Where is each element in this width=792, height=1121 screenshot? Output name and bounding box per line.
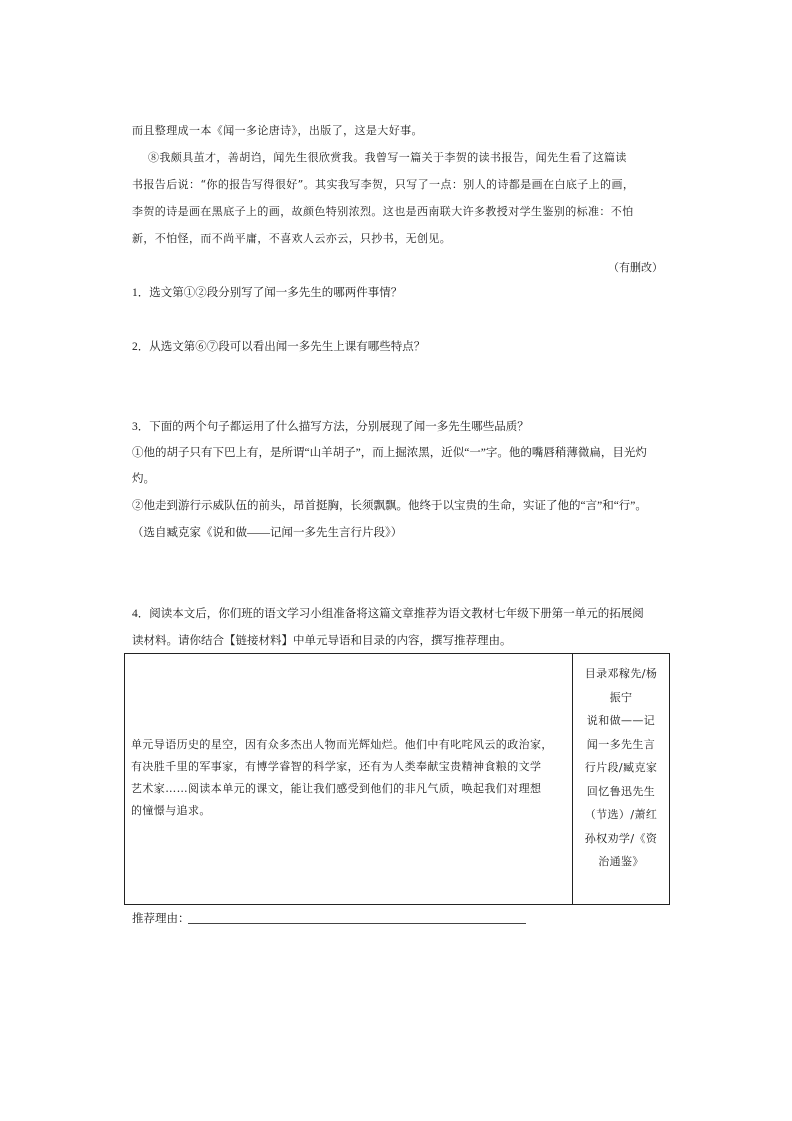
question-3-sentence-2: ②他走到游行示威队伍的前头，昂首挺胸，长须飘飘。他终于以宝贵的生命，实证了他的“言”和“行”。 <box>132 500 647 512</box>
unit-intro-line: 有决胜千里的军事家，有博学睿智的科学家，还有为人类奉献宝贵精神食粮的文学 <box>131 760 542 773</box>
question-3-sentence-1-cont: 灼。 <box>132 473 155 485</box>
question-1: 1．选文第①②段分别写了闻一多先生的哪两件事情？ <box>132 287 403 299</box>
link-material-table <box>124 653 670 905</box>
question-3-sentence-1: ①他的胡子只有下巴上有，是所谓“山羊胡子”，而上掘浓黑，近似“一”字。他的嘴唇稍薄微扁，目光灼 <box>132 447 647 459</box>
passage-line: 书报告后说：“你的报告写得很好”。其实我写李贺，只写了一点：别人的诗都是画在白底子上的画， <box>132 178 635 191</box>
unit-intro-line: 的憧憬与追求。 <box>131 804 211 817</box>
question-4-cont: 读材料。请你结合【链接材料】中单元导语和目录的内容，撰写推荐理由。 <box>132 635 512 647</box>
passage-line: 新，不怕怪，而不尚平庸，不喜欢人云亦云，只抄书，无创见。 <box>132 232 452 245</box>
table-divider <box>572 654 573 904</box>
toc-line: （节选）/萧红 <box>584 808 658 821</box>
toc-line: 回忆鲁迅先生 <box>586 784 656 798</box>
question-4: 4．阅读本文后，你们班的语文学习小组准备将这篇文章推荐为语文教材七年级下册第一单元的拓展阅 <box>132 608 644 620</box>
toc-line: 说和做——记 <box>586 714 656 727</box>
passage-line: ⑧我颇具茧才，善胡诌，闻先生很欣赏我。我曾写一篇关于李贺的读书报告，闻先生看了这篇读 <box>148 151 627 164</box>
toc-line: 行片段/臧克家 <box>584 761 658 774</box>
question-3-source: （选自臧克家《说和做——记闻一多先生言行片段》） <box>132 527 403 539</box>
toc-line: 治通鉴》 <box>598 855 644 868</box>
table-of-contents <box>579 662 663 874</box>
question-2: 2．从选文第⑥⑦段可以看出闻一多先生上课有哪些特点？ <box>132 341 426 353</box>
toc-line: 闻一多先生言 <box>586 737 656 751</box>
answer-label: 推荐理由： <box>132 913 190 925</box>
revision-note: （有删改） <box>608 261 663 274</box>
unit-intro-line: 艺术家……阅读本单元的课文，能让我们感受到他们的非凡气质，唤起我们对理想 <box>131 782 542 795</box>
unit-intro-line: 单元导语历史的星空，因有众多杰出人物而光辉灿烂。他们中有叱咤风云的政治家， <box>131 738 553 751</box>
passage-line: 李贺的诗是画在黑底子上的画，故颜色特别浓烈。这也是西南联大许多教授对学生鉴别的标准：不怕 <box>132 205 634 218</box>
answer-blank-line[interactable] <box>188 922 526 924</box>
passage-line: 而且整理成一本《闻一多论唐诗》，出版了，这是大好事。 <box>132 124 423 137</box>
question-3: 3．下面的两个句子都运用了什么描写方法，分别展现了闻一多先生哪些品质？ <box>132 421 529 433</box>
toc-line: 振宁 <box>609 690 633 704</box>
unit-introduction <box>131 734 563 822</box>
toc-line: 孙权劝学/《资 <box>584 831 658 845</box>
toc-line: 目录邓稼先/杨 <box>584 667 658 680</box>
